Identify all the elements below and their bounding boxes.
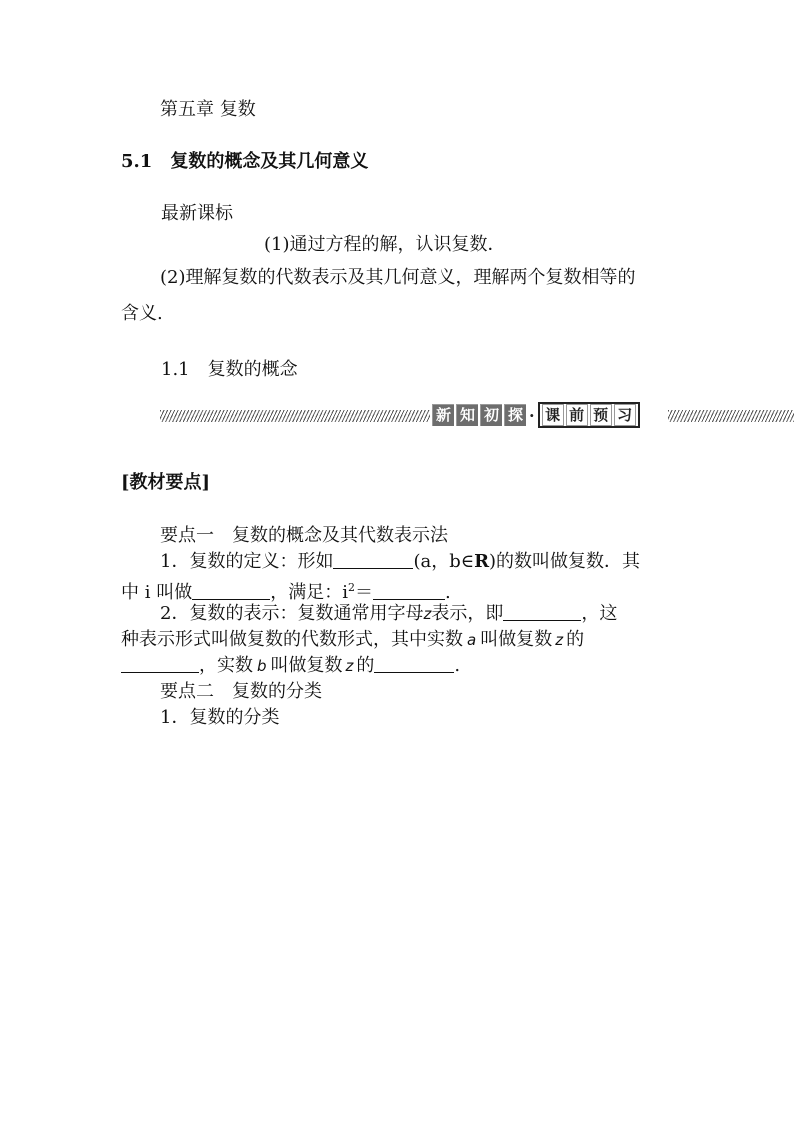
point1-line1 (160, 550, 640, 574)
subsection-title: 1.1 复数的概念 (161, 359, 298, 380)
banner-tile: 知 (456, 404, 478, 426)
text-run: (a，b∈ (413, 551, 475, 572)
text-run: 1．复数的定义：形如 (160, 551, 334, 572)
math-variable: z (423, 605, 432, 623)
banner-separator: · (529, 405, 535, 425)
text-run: 2．复数的表示：复数通常用字母 (160, 603, 424, 624)
key-points-heading: [教材要点] (121, 472, 211, 493)
text-run: )的数叫做复数．其 (489, 551, 641, 572)
banner-tile: 探 (504, 404, 526, 426)
text-run: ，满足：i (270, 582, 348, 603)
text-run: 中 i 叫做 (121, 582, 193, 603)
text-run: 叫做复数 (480, 629, 553, 650)
point1-line5 (121, 654, 460, 678)
fill-blank (192, 581, 270, 600)
point1-line4 (121, 628, 584, 652)
banner-hatch-right (668, 410, 794, 422)
fill-blank (374, 654, 454, 673)
standards-heading: 最新课标 (161, 203, 233, 224)
point2-item-1: 1．复数的分类 (160, 707, 280, 728)
fill-blank (503, 602, 581, 621)
math-variable: a (467, 631, 477, 649)
fill-blank (121, 654, 199, 673)
banner-tile: 初 (480, 404, 502, 426)
text-run: 的 (566, 629, 585, 650)
point2-heading: 要点二 复数的分类 (160, 681, 322, 702)
math-variable: z (345, 657, 354, 675)
banner-outlined-tile: 课 (542, 404, 564, 426)
standards-item-2-line1: (2)理解复数的代数表示及其几何意义，理解两个复数相等的 (160, 267, 636, 288)
banner-outlined-tile: 习 (614, 404, 636, 426)
text-run: 叫做复数 (270, 655, 343, 676)
standards-item-2-line2: 含义. (121, 303, 163, 324)
section-banner (432, 402, 640, 428)
banner-outlined-group (538, 402, 640, 428)
text-run: . (444, 582, 451, 603)
text-run: ＝ (354, 582, 373, 603)
text-run: ，这 (581, 603, 618, 624)
math-variable: b (257, 657, 267, 675)
standards-item-1: (1)通过方程的解，认识复数． (264, 234, 506, 255)
text-run: 表示，即 (431, 603, 504, 624)
banner-outlined-tile: 预 (590, 404, 612, 426)
point1-line2 (121, 576, 451, 605)
banner-tile: 新 (432, 404, 454, 426)
text-run: ，实数 (199, 655, 253, 676)
text-run: . (454, 655, 461, 676)
text-run: R (474, 551, 490, 572)
superscript: 2 (347, 581, 355, 594)
math-variable: z (555, 631, 564, 649)
fill-blank (333, 550, 413, 569)
banner-outlined-tile: 前 (566, 404, 588, 426)
text-run: 的 (356, 655, 375, 676)
text-run: 种表示形式叫做复数的代数形式，其中实数 (121, 629, 463, 650)
section-title: 5.1 复数的概念及其几何意义 (121, 151, 369, 172)
fill-blank (373, 581, 445, 600)
chapter-title: 第五章 复数 (160, 99, 256, 120)
point1-line3 (160, 602, 617, 626)
banner-hatch-left (160, 410, 430, 422)
point1-heading: 要点一 复数的概念及其代数表示法 (160, 525, 448, 546)
